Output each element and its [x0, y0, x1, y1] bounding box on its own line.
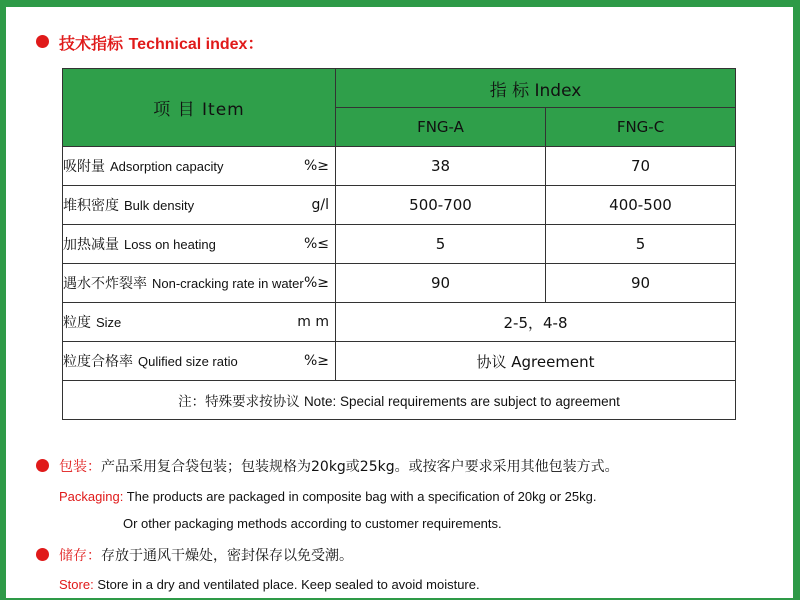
row-label-zh: 粒度合格率 — [63, 354, 133, 370]
table-row — [63, 147, 736, 186]
storage-en — [59, 577, 480, 592]
table-row — [63, 186, 736, 225]
value-fng-c: 5 — [546, 225, 736, 264]
row-unit: g/l — [311, 197, 329, 213]
value-fng-a: 90 — [336, 264, 546, 303]
value-fng-c: 400-500 — [546, 186, 736, 225]
row-label-zh: 堆积密度 — [63, 198, 119, 214]
table-row — [63, 303, 736, 342]
packaging-label-en: Packaging: — [59, 489, 124, 504]
grade-header-fng-c: FNG-C — [546, 108, 736, 147]
storage-text-en: Store in a dry and ventilated place. Keep sealed to avoid moisture. — [97, 577, 480, 592]
storage-text-zh: 存放于通风干燥处，密封保存以免受潮。 — [101, 548, 353, 564]
storage-label-zh: 储存： — [59, 548, 101, 564]
packaging-zh — [59, 456, 619, 476]
packaging-en-line-1 — [59, 489, 596, 504]
section-title-zh: 技术指标 — [59, 34, 124, 53]
packaging-text-en-1: The products are packaged in composite bag with a specification of 20kg or 25kg. — [126, 489, 597, 504]
row-unit: m m — [297, 314, 329, 330]
table-note — [63, 381, 736, 420]
row-label-en: Qulified size ratio — [138, 354, 238, 369]
row-unit: %≤ — [303, 236, 329, 252]
row-label-zh: 遇水不炸裂率 — [63, 276, 147, 292]
row-unit: %≥ — [303, 275, 329, 291]
value-merged: 2-5，4-8 — [336, 303, 736, 342]
section-title — [59, 31, 263, 54]
table-row — [63, 342, 736, 381]
grade-header-fng-a: FNG-A — [336, 108, 546, 147]
row-unit: %≥ — [303, 158, 329, 174]
note-en: Note: Special requirements are subject to agreement — [303, 394, 620, 409]
bullet-dot-icon — [36, 35, 49, 48]
row-label-en: Loss on heating — [124, 237, 216, 252]
row-label-zh: 吸附量 — [63, 159, 105, 175]
value-merged: 协议 Agreement — [336, 342, 736, 381]
value-fng-a: 5 — [336, 225, 546, 264]
note-zh: 注：特殊要求按协议 — [178, 394, 300, 410]
row-label-en: Non-cracking rate in water — [152, 276, 304, 291]
value-fng-a: 38 — [336, 147, 546, 186]
row-label-en: Size — [96, 315, 122, 330]
storage-label-en: Store: — [59, 577, 94, 592]
row-unit: %≥ — [303, 353, 329, 369]
index-column-header: 指 标 Index — [336, 69, 736, 108]
technical-index-table — [62, 68, 736, 420]
bullet-dot-icon — [36, 459, 49, 472]
bullet-dot-icon — [36, 548, 49, 561]
packaging-en-line-2: Or other packaging methods according to customer requirements. — [123, 516, 502, 531]
section-title-en: Technical index： — [128, 36, 264, 53]
value-fng-c: 90 — [546, 264, 736, 303]
table-row — [63, 225, 736, 264]
value-fng-a: 500-700 — [336, 186, 546, 225]
packaging-label-zh: 包装： — [59, 459, 101, 475]
row-label-en: Adsorption capacity — [110, 159, 224, 174]
table-row — [63, 264, 736, 303]
table-note-row — [63, 381, 736, 420]
storage-zh — [59, 545, 353, 565]
item-column-header: 项 目 Item — [63, 69, 336, 147]
row-label-zh: 粒度 — [63, 315, 91, 331]
row-label-en: Bulk density — [124, 198, 195, 213]
row-label-zh: 加热减量 — [63, 237, 119, 253]
value-fng-c: 70 — [546, 147, 736, 186]
packaging-text-zh: 产品采用复合袋包装；包装规格为20kg或25kg。或按客户要求采用其他包装方式。 — [101, 459, 619, 475]
